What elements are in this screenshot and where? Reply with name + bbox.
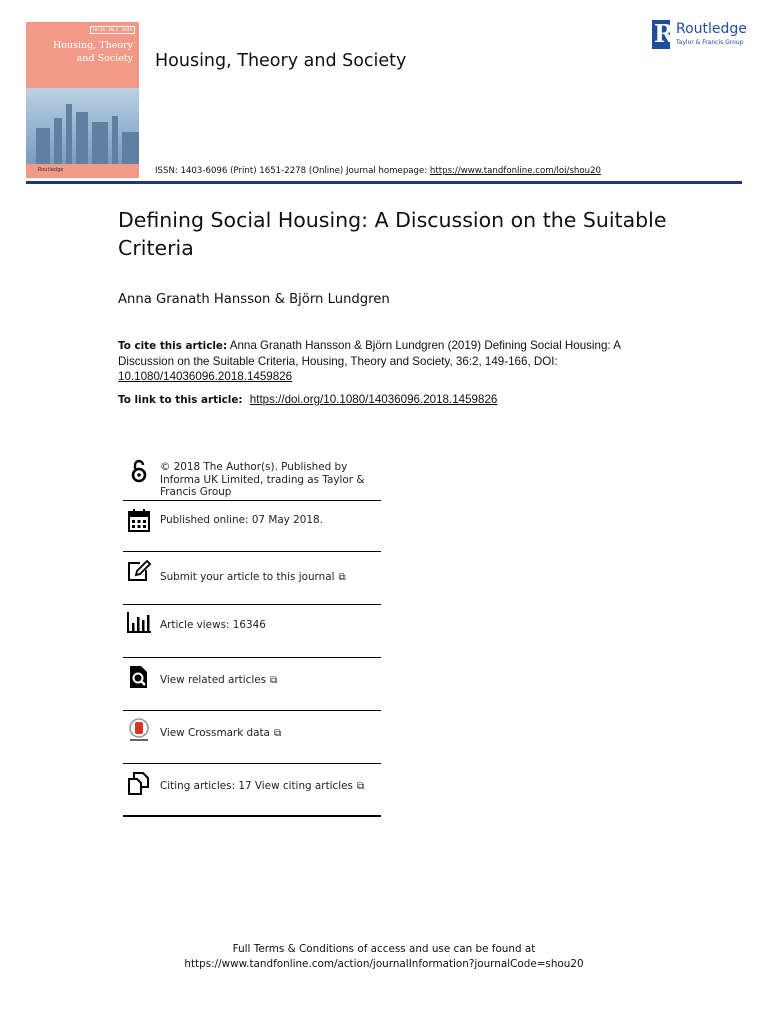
calendar-icon <box>126 507 152 533</box>
article-authors: Anna Granath Hansson & Björn Lundgren <box>118 292 390 307</box>
cover-publisher-label: Routledge <box>38 167 64 173</box>
open-access-icon <box>126 458 152 484</box>
related-articles-link[interactable] <box>123 660 381 710</box>
link-label: To link to this article: <box>118 394 243 406</box>
cite-text: Anna Granath Hansson & Björn Lundgren (2019) Defining Social Housing: A Discussion on the Suitable Criteria, Housing, Theory and Society, 36:2, 149-166, DOI: <box>118 339 621 368</box>
issn-text: ISSN: 1403-6096 (Print) 1651-2278 (Online) Journal homepage: <box>155 166 430 176</box>
journal-cover-image <box>26 22 139 178</box>
publisher-logo <box>652 20 752 52</box>
open-access-text: © 2018 The Author(s). Published by Informa UK Limited, trading as Taylor & Francis Group <box>160 461 365 498</box>
publisher-name: Routledge <box>676 21 747 37</box>
published-date: Published online: 07 May 2018. <box>160 514 323 526</box>
external-link-icon: ⧉ <box>338 572 346 583</box>
related-articles-text: View related articles ⧉ <box>160 674 278 686</box>
divider <box>123 815 381 817</box>
journal-title[interactable]: Housing, Theory and Society <box>155 51 407 71</box>
cover-footer <box>26 164 139 178</box>
crossmark-link[interactable] <box>123 713 381 763</box>
citation-block <box>118 338 658 384</box>
article-link-block <box>118 393 497 406</box>
article-views-row <box>123 607 381 657</box>
external-link-icon: ⧉ <box>270 675 278 686</box>
external-link-icon: ⧉ <box>356 781 365 792</box>
crossmark-text: View Crossmark data ⧉ <box>160 727 282 739</box>
search-document-icon <box>126 664 152 690</box>
submit-article-link[interactable] <box>123 554 381 604</box>
header-rule <box>26 181 742 184</box>
divider <box>123 657 381 658</box>
divider <box>123 551 381 552</box>
crossmark-icon <box>126 717 152 743</box>
cover-title-line: and Society <box>76 53 133 64</box>
bar-chart-icon <box>126 609 152 635</box>
submit-article-text: Submit your article to this journal ⧉ <box>160 571 346 583</box>
cite-doi-link[interactable]: 10.1080/14036096.2018.1459826 <box>118 370 293 383</box>
citing-articles-text: Citing articles: 17 View citing articles ⧉ <box>160 780 365 792</box>
terms-footer <box>0 942 768 972</box>
cover-title-line: Housing, Theory <box>53 40 133 51</box>
terms-line: Full Terms & Conditions of access and use can be found at <box>232 943 536 955</box>
terms-url-link[interactable]: https://www.tandfonline.com/action/journalInformation?journalCode=shou20 <box>184 958 584 970</box>
publisher-subtitle: Taylor & Francis Group <box>676 39 744 46</box>
issn-line <box>155 166 601 176</box>
routledge-icon: R <box>654 19 674 48</box>
cover-cityscape <box>26 88 139 164</box>
citing-articles-link[interactable] <box>123 766 381 816</box>
journal-homepage-link[interactable]: https://www.tandfonline.com/loi/shou20 <box>429 166 602 176</box>
published-row <box>123 503 381 551</box>
cite-label: To cite this article: <box>118 340 228 352</box>
doi-link[interactable]: https://doi.org/10.1080/14036096.2018.1459826 <box>249 393 498 406</box>
article-views-text: Article views: 16346 <box>160 619 266 631</box>
divider <box>123 500 381 501</box>
external-link-icon: ⧉ <box>273 728 282 739</box>
divider <box>123 763 381 764</box>
edit-icon <box>126 558 152 584</box>
citing-icon <box>126 770 152 796</box>
divider <box>123 710 381 711</box>
open-access-row <box>123 456 381 500</box>
cover-title <box>53 39 133 65</box>
divider <box>123 604 381 605</box>
cover-issue-label: Vol 36 · No 2 · 2019 <box>90 26 135 34</box>
article-title: Defining Social Housing: A Discussion on the Suitable Criteria <box>118 208 667 260</box>
